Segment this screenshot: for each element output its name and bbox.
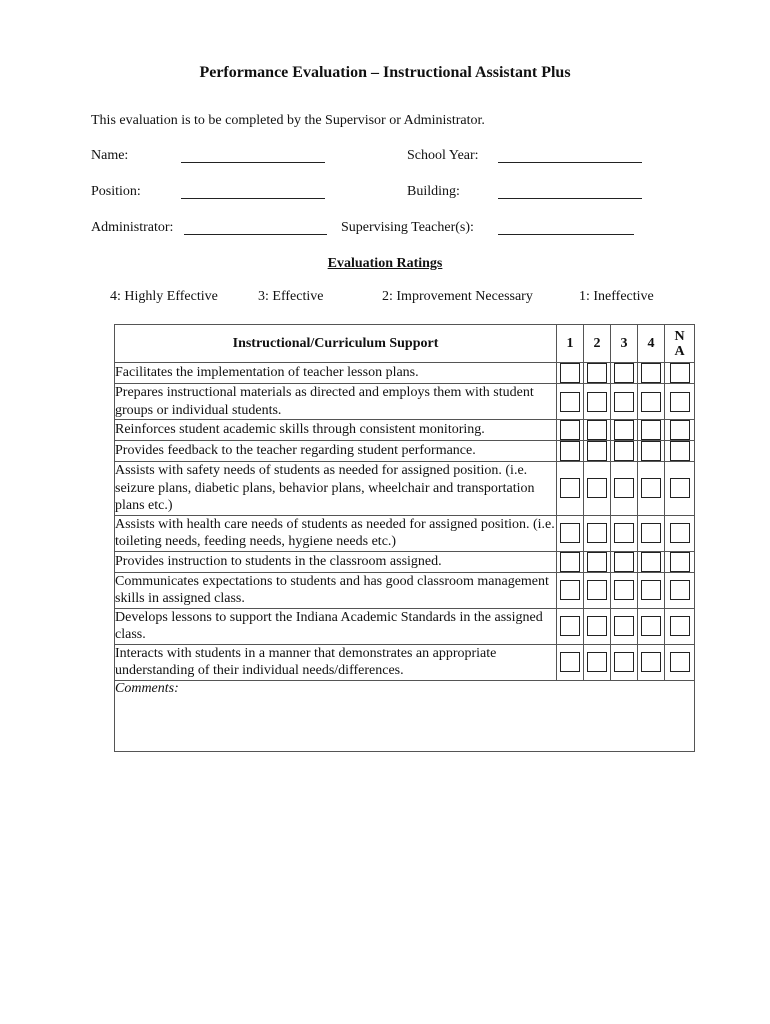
evaluation-table: [114, 324, 695, 752]
score-4-checkbox[interactable]: [641, 616, 661, 636]
criteria-text: Facilitates the implementation of teacher lesson plans.: [115, 363, 557, 384]
checkbox-cell: [665, 363, 695, 384]
score-1-checkbox[interactable]: [560, 420, 580, 440]
checkbox-cell: [665, 551, 695, 572]
checkbox-cell: [638, 551, 665, 572]
checkbox-cell: [665, 420, 695, 441]
score-3-checkbox[interactable]: [614, 652, 634, 672]
na-checkbox[interactable]: [670, 363, 690, 383]
score-2-checkbox[interactable]: [587, 441, 607, 461]
score-4-checkbox[interactable]: [641, 652, 661, 672]
score-2-checkbox[interactable]: [587, 616, 607, 636]
score-2-checkbox[interactable]: [587, 392, 607, 412]
comments-row: [115, 680, 695, 751]
criteria-text: Reinforces student academic skills through consistent monitoring.: [115, 420, 557, 441]
score-2-checkbox[interactable]: [587, 420, 607, 440]
checkbox-cell: [638, 420, 665, 441]
comments-field[interactable]: [115, 680, 695, 751]
na-column-header-line2: A: [674, 343, 685, 359]
score-3-checkbox[interactable]: [614, 523, 634, 543]
score-1-checkbox[interactable]: [560, 523, 580, 543]
criteria-row: [115, 462, 695, 516]
checkbox-cell: [557, 363, 584, 384]
criteria-text: Provides instruction to students in the classroom assigned.: [115, 551, 557, 572]
criteria-text: Develops lessons to support the Indiana Academic Standards in the assigned class.: [115, 608, 557, 644]
score-3-checkbox[interactable]: [614, 616, 634, 636]
score-4-checkbox[interactable]: [641, 523, 661, 543]
na-checkbox[interactable]: [670, 392, 690, 412]
checkbox-cell: [557, 608, 584, 644]
table-header-row: [115, 325, 695, 363]
checkbox-cell: [611, 441, 638, 462]
criteria-row: [115, 384, 695, 420]
school-year-field[interactable]: [498, 162, 642, 163]
score-2-checkbox[interactable]: [587, 363, 607, 383]
checkbox-cell: [665, 515, 695, 551]
supervising-teacher-label: Supervising Teacher(s):: [341, 220, 474, 235]
page-title: Performance Evaluation – Instructional Assistant Plus: [199, 64, 571, 81]
score-3-checkbox[interactable]: [614, 552, 634, 572]
score-4-checkbox[interactable]: [641, 363, 661, 383]
building-label: Building:: [407, 184, 460, 199]
score-2-checkbox[interactable]: [587, 478, 607, 498]
criteria-text: Interacts with students in a manner that demonstrates an appropriate understanding of their individual needs/differences.: [115, 644, 557, 680]
checkbox-cell: [665, 572, 695, 608]
score-1-checkbox[interactable]: [560, 652, 580, 672]
score-column-4: 4: [638, 325, 665, 363]
criteria-text: Communicates expectations to students and has good classroom management skills in assigned class.: [115, 572, 557, 608]
na-column-header: [665, 325, 695, 363]
rating-ineffective: 1: Ineffective: [579, 289, 654, 304]
score-1-checkbox[interactable]: [560, 616, 580, 636]
criteria-text: Assists with safety needs of students as needed for assigned position. (i.e. seizure plans, diabetic plans, behavior plans, wheelchair and transportation plans etc.): [115, 462, 557, 516]
score-3-checkbox[interactable]: [614, 478, 634, 498]
criteria-text: Assists with health care needs of students as needed for assigned position. (i.e. toileting needs, feeding needs, hygiene needs etc.): [115, 516, 555, 549]
checkbox-cell: [557, 551, 584, 572]
score-1-checkbox[interactable]: [560, 392, 580, 412]
checkbox-cell: [557, 441, 584, 462]
checkbox-cell: [665, 384, 695, 420]
score-4-checkbox[interactable]: [641, 441, 661, 461]
checkbox-cell: [557, 644, 584, 680]
na-checkbox[interactable]: [670, 478, 690, 498]
checkbox-cell: [611, 363, 638, 384]
score-3-checkbox[interactable]: [614, 392, 634, 412]
checkbox-cell: [611, 551, 638, 572]
criteria-row: [115, 644, 695, 680]
checkbox-cell: [584, 644, 611, 680]
score-2-checkbox[interactable]: [587, 580, 607, 600]
na-checkbox[interactable]: [670, 523, 690, 543]
checkbox-cell: [557, 572, 584, 608]
score-3-checkbox[interactable]: [614, 363, 634, 383]
evaluation-ratings-heading: Evaluation Ratings: [327, 256, 443, 271]
criteria-row: [115, 441, 695, 462]
score-4-checkbox[interactable]: [641, 478, 661, 498]
score-3-checkbox[interactable]: [614, 441, 634, 461]
checkbox-cell: [665, 462, 695, 516]
checkbox-cell: [557, 462, 584, 516]
checkbox-cell: [584, 462, 611, 516]
checkbox-cell: [584, 551, 611, 572]
score-column-3: 3: [611, 325, 638, 363]
score-column-2: 2: [584, 325, 611, 363]
score-1-checkbox[interactable]: [560, 363, 580, 383]
criteria-text: Prepares instructional materials as directed and employs them with student groups or individual students.: [115, 384, 557, 420]
na-checkbox[interactable]: [670, 552, 690, 572]
na-checkbox[interactable]: [670, 652, 690, 672]
checkbox-cell: [584, 572, 611, 608]
checkbox-cell: [665, 644, 695, 680]
criteria-text: Provides feedback to the teacher regarding student performance.: [115, 441, 557, 462]
checkbox-cell: [584, 441, 611, 462]
na-checkbox[interactable]: [670, 441, 690, 461]
checkbox-cell: [584, 515, 611, 551]
rating-effective: 3: Effective: [258, 289, 324, 304]
checkbox-cell: [584, 363, 611, 384]
checkbox-cell: [638, 572, 665, 608]
checkbox-cell: [611, 608, 638, 644]
checkbox-cell: [584, 420, 611, 441]
position-label: Position:: [91, 184, 141, 199]
checkbox-cell: [584, 608, 611, 644]
school-year-label: School Year:: [407, 148, 479, 163]
score-4-checkbox[interactable]: [641, 420, 661, 440]
administrator-label: Administrator:: [91, 220, 174, 235]
na-checkbox[interactable]: [670, 580, 690, 600]
score-4-checkbox[interactable]: [641, 552, 661, 572]
name-label: Name:: [91, 148, 129, 163]
checkbox-cell: [638, 441, 665, 462]
criteria-row: [115, 551, 695, 572]
building-field[interactable]: [498, 198, 642, 199]
checkbox-cell: [611, 384, 638, 420]
administrator-field[interactable]: [184, 234, 327, 235]
criteria-row: [115, 420, 695, 441]
score-4-checkbox[interactable]: [641, 580, 661, 600]
name-field[interactable]: [181, 162, 325, 163]
checkbox-cell: [638, 644, 665, 680]
score-2-checkbox[interactable]: [587, 652, 607, 672]
criteria-row: [115, 363, 695, 384]
score-4-checkbox[interactable]: [641, 392, 661, 412]
checkbox-cell: [611, 644, 638, 680]
criteria-row: [115, 608, 695, 644]
rating-highly-effective: 4: Highly Effective: [110, 289, 218, 304]
checkbox-cell: [557, 420, 584, 441]
checkbox-cell: [638, 515, 665, 551]
na-checkbox[interactable]: [670, 420, 690, 440]
checkbox-cell: [638, 462, 665, 516]
supervising-teacher-field[interactable]: [498, 234, 634, 235]
checkbox-cell: [611, 420, 638, 441]
score-2-checkbox[interactable]: [587, 552, 607, 572]
na-checkbox[interactable]: [670, 616, 690, 636]
checkbox-cell: [665, 608, 695, 644]
checkbox-cell: [611, 515, 638, 551]
criteria-row: [115, 572, 695, 608]
criteria-row: [115, 515, 695, 551]
na-column-header-line1: N: [674, 328, 685, 344]
checkbox-cell: [638, 363, 665, 384]
score-column-1: 1: [557, 325, 584, 363]
score-1-checkbox[interactable]: [560, 441, 580, 461]
checkbox-cell: [665, 441, 695, 462]
score-2-checkbox[interactable]: [587, 523, 607, 543]
comments-label: Comments:: [115, 680, 179, 696]
position-field[interactable]: [181, 198, 325, 199]
checkbox-cell: [557, 384, 584, 420]
rating-improvement-necessary: 2: Improvement Necessary: [382, 289, 533, 304]
checkbox-cell: [638, 608, 665, 644]
checkbox-cell: [557, 515, 584, 551]
score-1-checkbox[interactable]: [560, 478, 580, 498]
criteria-column-header: Instructional/Curriculum Support: [115, 325, 557, 363]
score-1-checkbox[interactable]: [560, 580, 580, 600]
score-3-checkbox[interactable]: [614, 580, 634, 600]
checkbox-cell: [638, 384, 665, 420]
intro-text: This evaluation is to be completed by the Supervisor or Administrator.: [91, 113, 485, 128]
checkbox-cell: [611, 462, 638, 516]
checkbox-cell: [611, 572, 638, 608]
score-1-checkbox[interactable]: [560, 552, 580, 572]
checkbox-cell: [584, 384, 611, 420]
score-3-checkbox[interactable]: [614, 420, 634, 440]
